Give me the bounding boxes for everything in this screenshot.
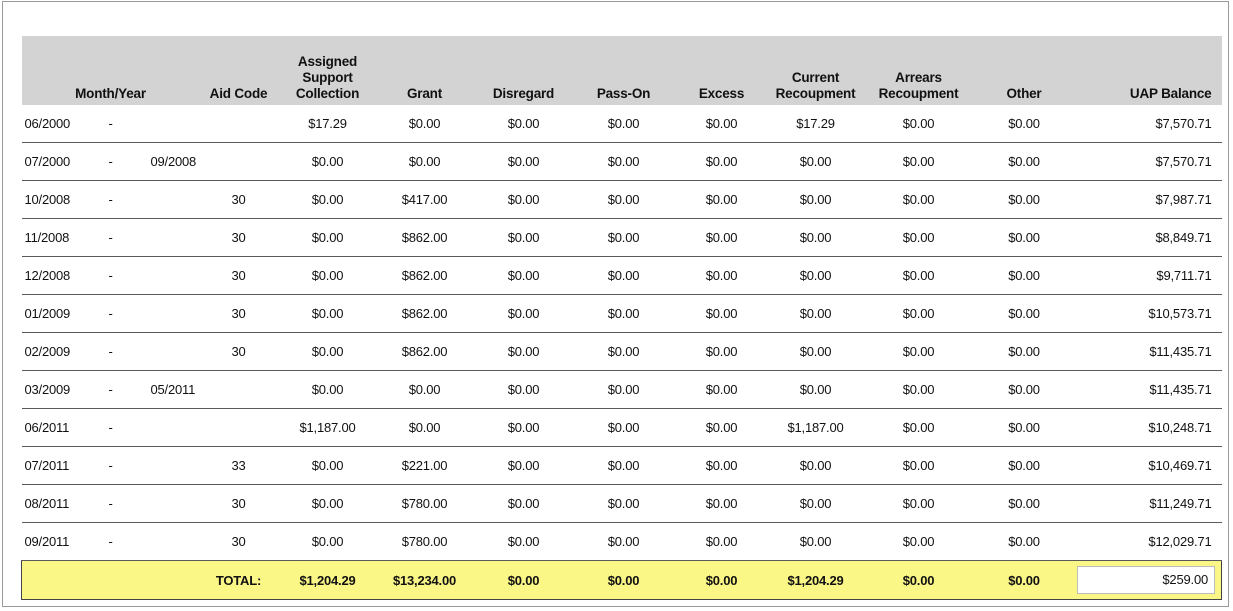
cell-disregard: $0.00 xyxy=(472,371,576,409)
cell-assigned-support-collection: $1,187.00 xyxy=(278,409,378,447)
table-row xyxy=(22,371,1222,409)
cell-other: $0.00 xyxy=(978,105,1071,143)
cell-arrears-recoupment: $0.00 xyxy=(860,447,978,485)
cell-excess: $0.00 xyxy=(672,523,772,561)
header-uap-balance: UAP Balance xyxy=(1071,36,1222,105)
table-row xyxy=(22,523,1222,561)
cell-excess: $0.00 xyxy=(672,295,772,333)
cell-arrears-recoupment: $0.00 xyxy=(860,143,978,181)
table-row xyxy=(22,181,1222,219)
month-from: 07/2011 xyxy=(24,458,70,473)
cell-excess: $0.00 xyxy=(672,219,772,257)
cell-pass-on: $0.00 xyxy=(576,181,672,219)
cell-other: $0.00 xyxy=(978,257,1071,295)
cell-grant: $862.00 xyxy=(378,295,472,333)
cell-excess: $0.00 xyxy=(672,105,772,143)
table-row xyxy=(22,105,1222,143)
cell-grant: $0.00 xyxy=(378,409,472,447)
cell-month-year xyxy=(22,181,200,219)
cell-current-recoupment: $0.00 xyxy=(772,371,860,409)
header-row xyxy=(22,36,1222,105)
cell-current-recoupment: $0.00 xyxy=(772,485,860,523)
cell-current-recoupment: $0.00 xyxy=(772,447,860,485)
total-grant: $13,234.00 xyxy=(378,561,472,600)
cell-other: $0.00 xyxy=(978,295,1071,333)
report-frame xyxy=(2,1,1229,607)
cell-disregard: $0.00 xyxy=(472,105,576,143)
cell-other: $0.00 xyxy=(978,219,1071,257)
table-row xyxy=(22,409,1222,447)
cell-assigned-support-collection: $0.00 xyxy=(278,295,378,333)
cell-current-recoupment: $17.29 xyxy=(772,105,860,143)
cell-arrears-recoupment: $0.00 xyxy=(860,219,978,257)
table-row xyxy=(22,333,1222,371)
cell-disregard: $0.00 xyxy=(472,257,576,295)
cell-pass-on: $0.00 xyxy=(576,105,672,143)
total-disregard: $0.00 xyxy=(472,561,576,600)
cell-arrears-recoupment: $0.00 xyxy=(860,333,978,371)
total-blank-cell xyxy=(22,561,200,600)
cell-current-recoupment: $0.00 xyxy=(772,333,860,371)
cell-assigned-support-collection: $0.00 xyxy=(278,219,378,257)
cell-disregard: $0.00 xyxy=(472,523,576,561)
cell-assigned-support-collection: $0.00 xyxy=(278,371,378,409)
cell-pass-on: $0.00 xyxy=(576,295,672,333)
cell-pass-on: $0.00 xyxy=(576,409,672,447)
cell-uap-balance: $10,573.71 xyxy=(1071,295,1222,333)
cell-current-recoupment: $0.00 xyxy=(772,295,860,333)
cell-pass-on: $0.00 xyxy=(576,523,672,561)
cell-month-year xyxy=(22,295,200,333)
range-separator: - xyxy=(108,420,113,435)
cell-month-year xyxy=(22,371,200,409)
total-other: $0.00 xyxy=(978,561,1071,600)
cell-current-recoupment: $0.00 xyxy=(772,181,860,219)
cell-aid-code xyxy=(200,409,278,447)
cell-excess: $0.00 xyxy=(672,447,772,485)
range-separator: - xyxy=(108,306,113,321)
cell-arrears-recoupment: $0.00 xyxy=(860,371,978,409)
header-month-year: Month/Year xyxy=(22,36,200,105)
total-arrears-recoupment: $0.00 xyxy=(860,561,978,600)
cell-month-year xyxy=(22,105,200,143)
total-current-recoupment: $1,204.29 xyxy=(772,561,860,600)
range-separator: - xyxy=(108,382,113,397)
total-uap-balance-cell xyxy=(1071,561,1222,600)
month-from: 03/2009 xyxy=(24,382,71,397)
cell-pass-on: $0.00 xyxy=(576,371,672,409)
cell-arrears-recoupment: $0.00 xyxy=(860,295,978,333)
cell-month-year xyxy=(22,143,200,181)
month-to: 05/2011 xyxy=(150,382,196,397)
cell-disregard: $0.00 xyxy=(472,219,576,257)
cell-aid-code: 30 xyxy=(200,181,278,219)
cell-month-year xyxy=(22,333,200,371)
cell-assigned-support-collection: $0.00 xyxy=(278,447,378,485)
cell-disregard: $0.00 xyxy=(472,143,576,181)
cell-uap-balance: $7,987.71 xyxy=(1071,181,1222,219)
cell-grant: $0.00 xyxy=(378,143,472,181)
total-label: TOTAL: xyxy=(200,561,278,600)
total-uap-balance: $259.00 xyxy=(1077,566,1216,594)
cell-disregard: $0.00 xyxy=(472,409,576,447)
cell-grant: $780.00 xyxy=(378,523,472,561)
cell-other: $0.00 xyxy=(978,143,1071,181)
cell-pass-on: $0.00 xyxy=(576,219,672,257)
cell-grant: $862.00 xyxy=(378,257,472,295)
total-excess: $0.00 xyxy=(672,561,772,600)
cell-pass-on: $0.00 xyxy=(576,447,672,485)
header-arrears-recoupment: Arrears Recoupment xyxy=(860,36,978,105)
cell-excess: $0.00 xyxy=(672,333,772,371)
header-assigned-support-collection: Assigned Support Collection xyxy=(278,36,378,105)
month-from: 02/2009 xyxy=(24,344,71,359)
month-from: 01/2009 xyxy=(24,306,71,321)
cell-pass-on: $0.00 xyxy=(576,257,672,295)
cell-aid-code: 30 xyxy=(200,333,278,371)
header-other: Other xyxy=(978,36,1071,105)
table-row xyxy=(22,143,1222,181)
range-separator: - xyxy=(108,154,113,169)
month-from: 08/2011 xyxy=(24,496,70,511)
cell-other: $0.00 xyxy=(978,181,1071,219)
cell-uap-balance: $12,029.71 xyxy=(1071,523,1222,561)
uap-balance-report xyxy=(21,36,1221,600)
cell-arrears-recoupment: $0.00 xyxy=(860,105,978,143)
cell-grant: $0.00 xyxy=(378,105,472,143)
header-disregard: Disregard xyxy=(472,36,576,105)
cell-other: $0.00 xyxy=(978,409,1071,447)
cell-uap-balance: $10,469.71 xyxy=(1071,447,1222,485)
header-current-recoupment: Current Recoupment xyxy=(772,36,860,105)
cell-disregard: $0.00 xyxy=(472,333,576,371)
cell-excess: $0.00 xyxy=(672,371,772,409)
cell-grant: $0.00 xyxy=(378,371,472,409)
month-from: 10/2008 xyxy=(24,192,71,207)
month-from: 06/2000 xyxy=(24,116,71,131)
month-from: 12/2008 xyxy=(24,268,71,283)
month-to: 09/2008 xyxy=(150,154,197,169)
cell-aid-code: 30 xyxy=(200,523,278,561)
cell-uap-balance: $7,570.71 xyxy=(1071,143,1222,181)
cell-current-recoupment: $0.00 xyxy=(772,523,860,561)
range-separator: - xyxy=(108,344,113,359)
range-separator: - xyxy=(108,458,113,473)
total-row xyxy=(22,561,1222,600)
cell-excess: $0.00 xyxy=(672,181,772,219)
table-row xyxy=(22,257,1222,295)
cell-uap-balance: $8,849.71 xyxy=(1071,219,1222,257)
cell-uap-balance: $7,570.71 xyxy=(1071,105,1222,143)
total-pass-on: $0.00 xyxy=(576,561,672,600)
month-from: 11/2008 xyxy=(24,230,70,245)
cell-assigned-support-collection: $0.00 xyxy=(278,523,378,561)
cell-current-recoupment: $0.00 xyxy=(772,219,860,257)
cell-arrears-recoupment: $0.00 xyxy=(860,181,978,219)
table-row xyxy=(22,485,1222,523)
cell-assigned-support-collection: $0.00 xyxy=(278,485,378,523)
cell-current-recoupment: $0.00 xyxy=(772,257,860,295)
cell-aid-code: 30 xyxy=(200,295,278,333)
header-grant: Grant xyxy=(378,36,472,105)
cell-aid-code: 33 xyxy=(200,447,278,485)
cell-other: $0.00 xyxy=(978,333,1071,371)
cell-aid-code: 30 xyxy=(200,257,278,295)
uap-table xyxy=(21,36,1222,600)
cell-grant: $221.00 xyxy=(378,447,472,485)
cell-other: $0.00 xyxy=(978,447,1071,485)
cell-excess: $0.00 xyxy=(672,143,772,181)
cell-assigned-support-collection: $0.00 xyxy=(278,333,378,371)
cell-assigned-support-collection: $0.00 xyxy=(278,257,378,295)
header-pass-on: Pass-On xyxy=(576,36,672,105)
cell-month-year xyxy=(22,447,200,485)
cell-assigned-support-collection: $0.00 xyxy=(278,143,378,181)
cell-grant: $780.00 xyxy=(378,485,472,523)
cell-month-year xyxy=(22,523,200,561)
cell-aid-code: 30 xyxy=(200,219,278,257)
month-from: 07/2000 xyxy=(24,154,71,169)
cell-uap-balance: $10,248.71 xyxy=(1071,409,1222,447)
table-row xyxy=(22,295,1222,333)
cell-disregard: $0.00 xyxy=(472,485,576,523)
range-separator: - xyxy=(108,268,113,283)
cell-arrears-recoupment: $0.00 xyxy=(860,409,978,447)
cell-uap-balance: $11,435.71 xyxy=(1071,371,1222,409)
cell-arrears-recoupment: $0.00 xyxy=(860,523,978,561)
cell-month-year xyxy=(22,257,200,295)
cell-arrears-recoupment: $0.00 xyxy=(860,485,978,523)
header-aid-code: Aid Code xyxy=(200,36,278,105)
range-separator: - xyxy=(108,192,113,207)
cell-aid-code xyxy=(200,371,278,409)
cell-pass-on: $0.00 xyxy=(576,485,672,523)
cell-current-recoupment: $0.00 xyxy=(772,143,860,181)
cell-grant: $862.00 xyxy=(378,219,472,257)
cell-grant: $417.00 xyxy=(378,181,472,219)
range-separator: - xyxy=(108,116,113,131)
cell-excess: $0.00 xyxy=(672,257,772,295)
cell-excess: $0.00 xyxy=(672,409,772,447)
cell-uap-balance: $11,249.71 xyxy=(1071,485,1222,523)
cell-uap-balance: $11,435.71 xyxy=(1071,333,1222,371)
cell-current-recoupment: $1,187.00 xyxy=(772,409,860,447)
month-from: 09/2011 xyxy=(24,534,70,549)
cell-pass-on: $0.00 xyxy=(576,333,672,371)
cell-other: $0.00 xyxy=(978,523,1071,561)
cell-grant: $862.00 xyxy=(378,333,472,371)
table-row xyxy=(22,219,1222,257)
cell-other: $0.00 xyxy=(978,485,1071,523)
cell-pass-on: $0.00 xyxy=(576,143,672,181)
cell-assigned-support-collection: $17.29 xyxy=(278,105,378,143)
cell-disregard: $0.00 xyxy=(472,447,576,485)
range-separator: - xyxy=(108,230,113,245)
header-excess: Excess xyxy=(672,36,772,105)
cell-arrears-recoupment: $0.00 xyxy=(860,257,978,295)
cell-month-year xyxy=(22,485,200,523)
range-separator: - xyxy=(108,496,113,511)
cell-aid-code xyxy=(200,143,278,181)
cell-disregard: $0.00 xyxy=(472,181,576,219)
total-assigned: $1,204.29 xyxy=(278,561,378,600)
cell-aid-code xyxy=(200,105,278,143)
cell-uap-balance: $9,711.71 xyxy=(1071,257,1222,295)
cell-excess: $0.00 xyxy=(672,485,772,523)
cell-assigned-support-collection: $0.00 xyxy=(278,181,378,219)
table-row xyxy=(22,447,1222,485)
cell-aid-code: 30 xyxy=(200,485,278,523)
cell-other: $0.00 xyxy=(978,371,1071,409)
cell-month-year xyxy=(22,409,200,447)
cell-month-year xyxy=(22,219,200,257)
month-from: 06/2011 xyxy=(24,420,70,435)
range-separator: - xyxy=(108,534,113,549)
cell-disregard: $0.00 xyxy=(472,295,576,333)
